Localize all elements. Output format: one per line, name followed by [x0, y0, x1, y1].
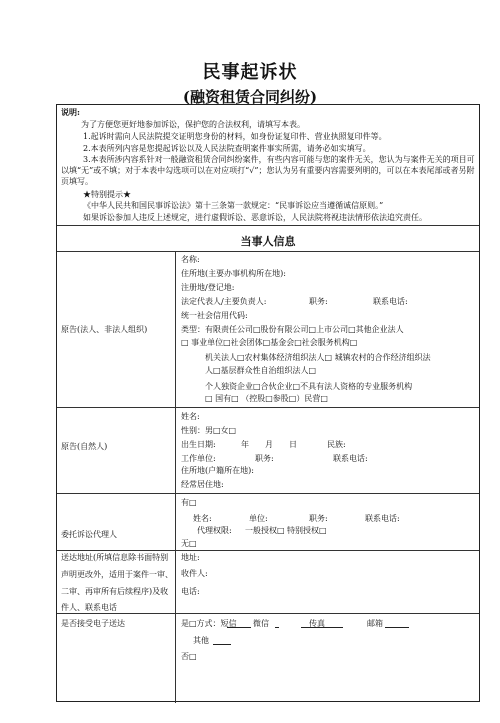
- person-work-field[interactable]: 工作单位:: [181, 454, 216, 463]
- special-notice-law: 《中华人民共和国民事诉讼法》第十三条第一款规定：“民事诉讼应当遵循诚信原则。”: [83, 201, 384, 210]
- service-label-line-4: 件人、联系电话: [61, 603, 117, 612]
- org-registration-field[interactable]: 注册地/登记地:: [181, 283, 235, 292]
- agent-authority-label: 代理权限:: [197, 526, 232, 535]
- plaintiff-org-label: 原告(法人、非法人组织): [61, 325, 148, 334]
- agent-label: 委托诉讼代理人: [61, 530, 117, 539]
- instructions-p2: 1.起诉时需向人民法院提交证明您身份的材料，如身份证复印件、营业执照复印件等。: [83, 132, 387, 141]
- agent-position-field[interactable]: 职务:: [309, 514, 328, 523]
- person-phone-field[interactable]: 联系电话:: [333, 454, 368, 463]
- page-title: 民事起诉状: [202, 62, 298, 83]
- other-blank[interactable]: [213, 644, 231, 645]
- org-position-field[interactable]: 职务:: [309, 297, 328, 306]
- org-credit-code-field[interactable]: 统一社会信用代码:: [181, 311, 248, 320]
- sms-blank[interactable]: [227, 627, 251, 628]
- special-notice-heading: ★特别提示★: [83, 190, 131, 199]
- service-label-line-1: 送达地址(所填信息除书面特别: [61, 553, 169, 562]
- divider: [57, 407, 479, 408]
- person-ethnic-field[interactable]: 民族:: [327, 440, 346, 449]
- service-label-line-2: 声明更改外，适用于案件一审、: [61, 570, 173, 579]
- person-address-field[interactable]: 住所地(户籍所在地):: [181, 466, 254, 475]
- org-type-line-5[interactable]: 个人独资企业□合伙企业□不具有法人资格的专业服务机构: [205, 382, 413, 391]
- divider: [57, 225, 479, 226]
- birth-day-label: 日: [289, 440, 297, 449]
- e-service-label: 是否接受电子送达: [61, 619, 125, 628]
- instructions-heading: 说明:: [61, 107, 80, 117]
- divider: [57, 613, 479, 614]
- agent-no-checkbox[interactable]: 无□: [181, 539, 197, 548]
- service-label-line-3: 二审、再审所有后续程序)及收: [61, 587, 169, 596]
- e-service-no[interactable]: 否□: [181, 652, 197, 661]
- e-service-wechat[interactable]: 微信: [253, 619, 269, 628]
- special-notice-warning: 如果诉讼参加人违反上述规定，进行虚假诉讼、恶意诉讼，人民法院将视违法情形依法追究责任。: [83, 213, 427, 222]
- divider: [57, 493, 479, 494]
- e-service-fax[interactable]: 传真: [309, 619, 325, 628]
- agent-yes-checkbox[interactable]: 有□: [181, 498, 197, 507]
- agent-name-field[interactable]: 姓名:: [193, 514, 212, 523]
- org-representative-field[interactable]: 法定代表人/主要负责人:: [181, 297, 267, 306]
- wechat-blank[interactable]: [275, 627, 279, 628]
- birth-year-label: 年: [241, 440, 249, 449]
- org-type-line-2[interactable]: □ 事业单位□社会团体□基金会□社会服务机构□: [181, 338, 358, 347]
- page-subtitle: (融资租赁合同纠纷): [182, 88, 318, 106]
- service-address-field[interactable]: 地址:: [181, 553, 200, 562]
- service-phone-field[interactable]: 电话:: [181, 587, 200, 596]
- person-birth-field[interactable]: 出生日期:: [181, 440, 216, 449]
- e-service-other[interactable]: 其他: [193, 636, 209, 645]
- org-name-field[interactable]: 名称:: [181, 255, 200, 264]
- divider: [57, 251, 479, 252]
- org-type-line-4[interactable]: 人□基层群众性自治组织法人□: [205, 366, 317, 375]
- person-name-field[interactable]: 姓名:: [181, 412, 200, 421]
- person-gender-field[interactable]: 性别：男□女□: [181, 426, 237, 435]
- birth-month-label: 月: [265, 440, 273, 449]
- instructions-p3: 2.本表所列内容是您提起诉讼以及人民法院查明案件事实所需，请务必如实填写。: [83, 144, 371, 153]
- person-residence-field[interactable]: 经常居住地:: [181, 480, 224, 489]
- agent-phone-field[interactable]: 联系电话:: [365, 514, 400, 523]
- org-address-field[interactable]: 住所地(主要办事机构所在地):: [181, 269, 286, 278]
- org-type-line-3[interactable]: 机关法人□农村集体经济组织法人□ 城镇农村的合作经济组织法: [205, 353, 431, 362]
- org-type-line-6[interactable]: □ 国有□ （控股□参股□）民营□: [205, 394, 328, 403]
- e-service-yes-sms[interactable]: 是□方式：短信: [181, 619, 237, 628]
- agent-unit-field[interactable]: 单位:: [249, 514, 268, 523]
- person-position-field[interactable]: 职务:: [255, 454, 274, 463]
- fax-blank[interactable]: [301, 627, 343, 628]
- general-authority-checkbox[interactable]: 一般授权□: [245, 526, 285, 535]
- org-type-line-1[interactable]: 类型：有限责任公司□股份有限公司□上市公司□其他企业法人: [181, 325, 404, 334]
- column-divider: [175, 251, 176, 703]
- email-blank[interactable]: [385, 627, 409, 628]
- org-phone-field[interactable]: 联系电话:: [373, 297, 408, 306]
- special-authority-checkbox[interactable]: 特别授权□: [287, 526, 327, 535]
- divider: [57, 550, 479, 551]
- e-service-email[interactable]: 邮箱: [367, 619, 383, 628]
- plaintiff-person-label: 原告(自然人): [61, 442, 108, 451]
- instructions-p4: 3.本表所涉内容系针对一般融资租赁合同纠纷案件，有些内容可能与您的案件无关，您认为与案件无关的项目可以填“无”或不填；对于本表中勾选项可以在对应项打“√”；您认为另有重要内容需要列明的，可以在本表尾部或者另附页填写。: [61, 155, 475, 186]
- complaint-form: [56, 104, 480, 702]
- service-recipient-field[interactable]: 收件人:: [181, 569, 208, 578]
- section-header-parties: 当事人信息: [240, 235, 296, 248]
- instructions-p1: 为了方便您更好地参加诉讼，保护您的合法权利，请填写本表。: [81, 120, 305, 129]
